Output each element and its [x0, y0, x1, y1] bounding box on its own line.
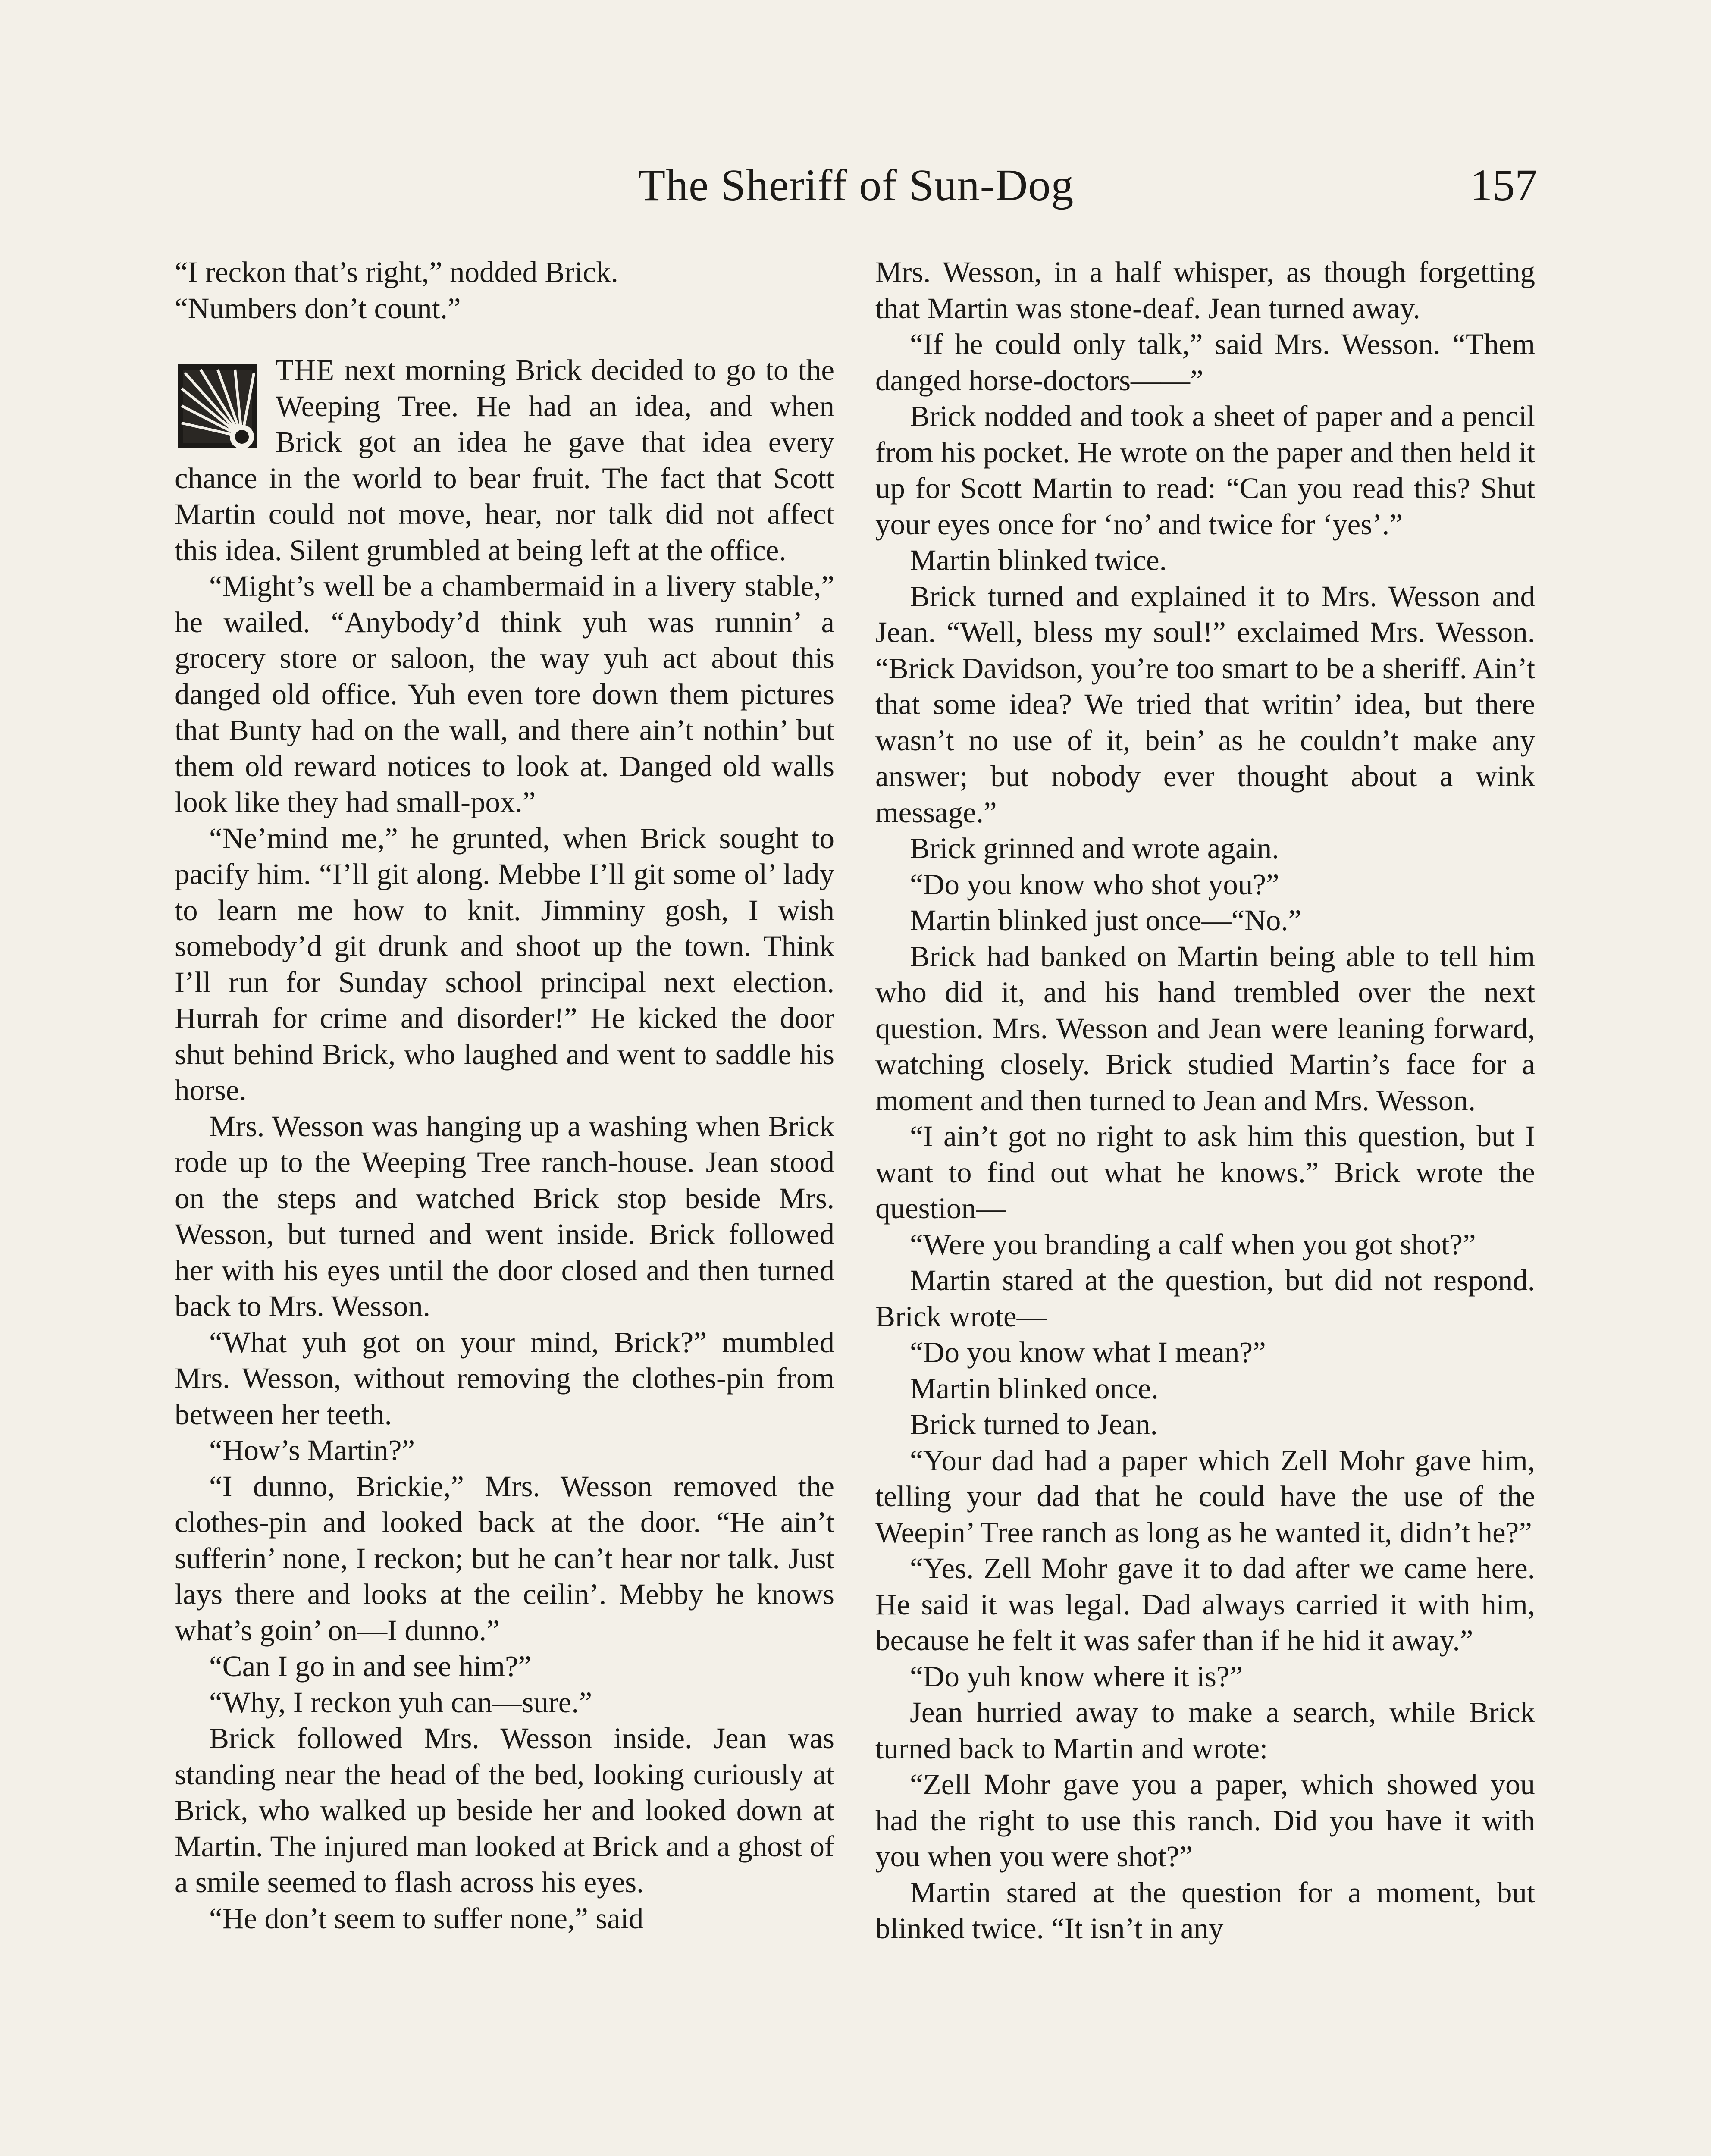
paragraph: “Ne’mind me,” he grunted, when Brick sought to pacify him. “I’ll git along. Mebbe I’ll git some ol’ lady to learn me how to knit. Jimminy gosh, I wish somebody’d git drunk and shoot up the town. Think I’ll run for Sunday school principal next election. Hurrah for crime and disorder!” He kicked the door shut behind Brick, who laughed and went to saddle his horse. [175, 821, 834, 1106]
paragraph: Brick turned and explained it to Mrs. Wesson and Jean. “Well, bless my soul!” exclaimed Mrs. Wesson. “Brick Davidson, you’re too smart to be a sheriff. Ain’t that some idea? We tried that writin’ idea, but there wasn’t no use of it, bein’ as he couldn’t make any answer; but nobody ever thought about a wink message.” [875, 580, 1535, 829]
paragraph: Martin blinked once. [910, 1372, 1159, 1405]
paragraph: “I dunno, Brickie,” Mrs. Wesson removed the clothes-pin and looked back at the door. “He ain’t sufferin’ none, I reckon; but he can’t hear nor talk. Just lays there and looks at the ceilin’. Mebby he knows what’s goin’ on—I dunno.” [175, 1470, 834, 1647]
paragraph: Martin blinked just once—“No.” [910, 904, 1302, 937]
paragraph: “Do yuh know where it is?” [910, 1660, 1243, 1693]
paragraph: “He don’t seem to suffer none,” said [209, 1902, 644, 1935]
dropcap-lead-word: THE [276, 354, 335, 386]
paragraph: “Do you know who shot you?” [910, 868, 1279, 901]
paragraph: “Do you know what I mean?” [910, 1336, 1266, 1369]
paragraph: “I ain’t got no right to ask him this question, but I want to find out what he knows.” Brick wrote the question— [875, 1120, 1535, 1225]
paragraph: Jean hurried away to make a search, while Brick turned back to Martin and wrote: [875, 1696, 1535, 1765]
paragraph: “Can I go in and see him?” [209, 1650, 532, 1683]
page-header [175, 160, 1537, 224]
paragraph: Martin stared at the question, but did not respond. Brick wrote— [875, 1264, 1535, 1333]
paragraph: Martin stared at the question for a moment, but blinked twice. “It isn’t in any [875, 1876, 1535, 1945]
paragraph: Martin blinked twice. [910, 544, 1167, 577]
paragraph: “What yuh got on your mind, Brick?” mumbled Mrs. Wesson, without removing the clothes-pin from between her teeth. [175, 1326, 834, 1431]
paragraph: “Were you branding a calf when you got shot?” [910, 1228, 1476, 1261]
paragraph: Brick nodded and took a sheet of paper and a pencil from his pocket. He wrote on the paper and then held it up for Scott Martin to read: “Can you read this? Shut your eyes once for ‘no’ and twice for ‘yes’.” [875, 400, 1535, 541]
dropcap-paragraph-text: next morning Brick decided to go to the Weeping Tree. He had an idea, and when Brick got an idea he gave that idea every chance in the world to bear fruit. The fact that Scott Martin could not move, hear, nor talk did not affect this idea. Silent grumbled at being left at the office. [175, 354, 834, 567]
paragraph: Brick turned to Jean. [910, 1408, 1158, 1441]
paragraph: Brick had banked on Martin being able to tell him who did it, and his hand trembled over the next question. Mrs. Wesson and Jean were leaning forward, watching closely. Brick studied Martin’s face for a moment and then turned to Jean and Mrs. Wesson. [875, 940, 1535, 1117]
paragraph: “Zell Mohr gave you a paper, which showed you had the right to use this ranch. Did you have it with you when you were shot?” [875, 1768, 1535, 1873]
paragraph: “Yes. Zell Mohr gave it to dad after we came here. He said it was legal. Dad always carried it with him, because he felt it was safer than if he hid it away.” [875, 1552, 1535, 1657]
paragraph: “I reckon that’s right,” nodded Brick. [175, 256, 618, 288]
paragraph: Brick followed Mrs. Wesson inside. Jean was standing near the head of the bed, looking curiously at Brick, who walked up beside her and looked down at Martin. The injured man looked at Brick and a ghost of a smile seemed to flash across his eyes. [175, 1722, 834, 1899]
page-number: 157 [1470, 160, 1537, 210]
paragraph: “How’s Martin?” [209, 1434, 415, 1467]
paragraph: Mrs. Wesson, in a half whisper, as though forgetting that Martin was stone-deaf. Jean turned away. [875, 256, 1535, 325]
paragraph: “If he could only talk,” said Mrs. Wesson. “Them danged horse-doctors——” [875, 328, 1535, 397]
right-column [875, 254, 1535, 1947]
sunburst-ornament-icon [175, 361, 261, 451]
paragraph: “Your dad had a paper which Zell Mohr gave him, telling your dad that he could have the use of the Weepin’ Tree ranch as long as he wanted it, didn’t he?” [875, 1444, 1535, 1549]
dropcap-paragraph [175, 352, 834, 568]
left-column [175, 254, 834, 1937]
running-title: The Sheriff of Sun-Dog [638, 160, 1074, 210]
paragraph: Brick grinned and wrote again. [910, 832, 1279, 865]
paragraph: “Numbers don’t count.” [175, 291, 461, 325]
paragraph: “Might’s well be a chambermaid in a livery stable,” he wailed. “Anybody’d think yuh was runnin’ a grocery store or saloon, the way yuh act about this danged old office. Yuh even tore down them pictures that Bunty had on the wall, and there ain’t nothin’ but them old reward notices to look at. Danged old walls look like they had small-pox.” [175, 570, 834, 818]
paragraph: Mrs. Wesson was hanging up a washing when Brick rode up to the Weeping Tree ranch-house. Jean stood on the steps and watched Brick stop beside Mrs. Wesson, but turned and went inside. Brick followed her with his eyes until the door closed and then turned back to Mrs. Wesson. [175, 1109, 834, 1322]
paragraph: “Why, I reckon yuh can—sure.” [209, 1686, 592, 1719]
